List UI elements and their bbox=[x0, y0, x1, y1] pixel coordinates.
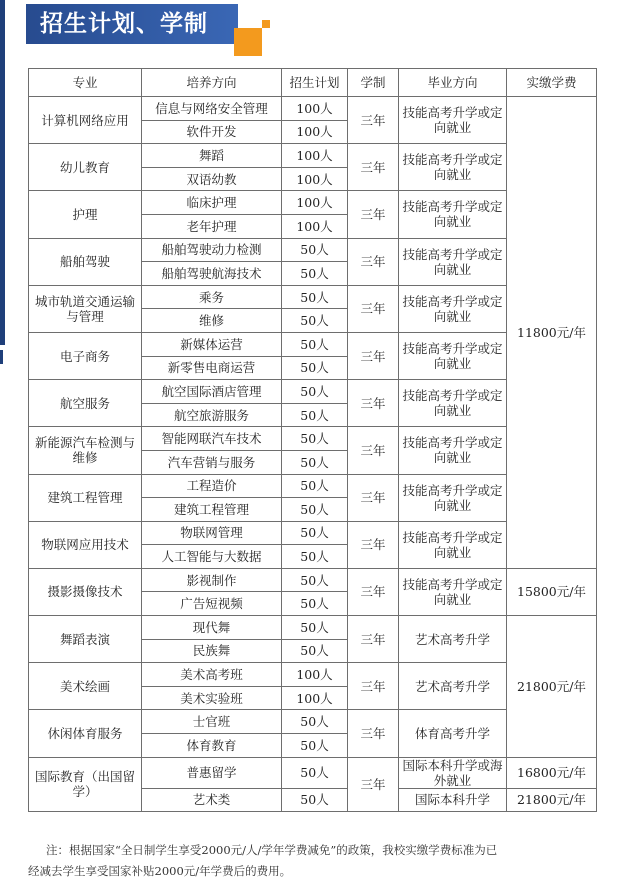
direction-cell: 普惠留学 bbox=[142, 757, 282, 788]
major-name: 新能源汽车检测与维修 bbox=[29, 427, 142, 474]
duration-cell: 三年 bbox=[348, 568, 399, 615]
career-cell: 体育高考升学 bbox=[399, 710, 507, 757]
orange-square-small-decoration bbox=[262, 20, 270, 28]
table-row bbox=[29, 97, 597, 121]
plan-cell: 50人 bbox=[282, 616, 348, 640]
plan-cell: 50人 bbox=[282, 403, 348, 427]
direction-cell: 临床护理 bbox=[142, 191, 282, 215]
major-name: 美术绘画 bbox=[29, 663, 142, 710]
table-row bbox=[29, 568, 597, 592]
header-duration: 学制 bbox=[348, 69, 399, 97]
direction-cell: 舞蹈 bbox=[142, 144, 282, 168]
direction-cell: 人工智能与大数据 bbox=[142, 545, 282, 569]
direction-cell: 广告短视频 bbox=[142, 592, 282, 616]
major-name: 物联网应用技术 bbox=[29, 521, 142, 568]
major-name: 舞蹈表演 bbox=[29, 616, 142, 663]
plan-cell: 50人 bbox=[282, 474, 348, 498]
duration-cell: 三年 bbox=[348, 427, 399, 474]
plan-cell: 50人 bbox=[282, 568, 348, 592]
direction-cell: 建筑工程管理 bbox=[142, 498, 282, 522]
major-name: 休闲体育服务 bbox=[29, 710, 142, 757]
plan-cell: 50人 bbox=[282, 734, 348, 758]
fee-cell: 15800元/年 bbox=[507, 568, 597, 615]
table-row bbox=[29, 757, 597, 788]
duration-cell: 三年 bbox=[348, 238, 399, 285]
plan-cell: 100人 bbox=[282, 191, 348, 215]
direction-cell: 现代舞 bbox=[142, 616, 282, 640]
direction-cell: 双语幼教 bbox=[142, 167, 282, 191]
duration-cell: 三年 bbox=[348, 285, 399, 332]
direction-cell: 汽车营销与服务 bbox=[142, 450, 282, 474]
plan-cell: 100人 bbox=[282, 144, 348, 168]
footnote bbox=[28, 840, 598, 882]
direction-cell: 维修 bbox=[142, 309, 282, 333]
duration-cell: 三年 bbox=[348, 521, 399, 568]
footnote-line-1: 注：根据国家“全日制学生享受2000元/人/学年学费减免”的政策，我校实缴学费标准为已 bbox=[46, 843, 498, 857]
major-name: 护理 bbox=[29, 191, 142, 238]
duration-cell: 三年 bbox=[348, 663, 399, 710]
major-name: 城市轨道交通运输与管理 bbox=[29, 285, 142, 332]
career-cell: 艺术高考升学 bbox=[399, 663, 507, 710]
direction-cell: 航空国际酒店管理 bbox=[142, 380, 282, 404]
major-name: 计算机网络应用 bbox=[29, 97, 142, 144]
plan-cell: 50人 bbox=[282, 285, 348, 309]
fee-cell: 11800元/年 bbox=[507, 97, 597, 569]
header-fee: 实缴学费 bbox=[507, 69, 597, 97]
plan-cell: 50人 bbox=[282, 332, 348, 356]
direction-cell: 体育教育 bbox=[142, 734, 282, 758]
direction-cell: 新零售电商运营 bbox=[142, 356, 282, 380]
plan-cell: 50人 bbox=[282, 545, 348, 569]
career-cell: 技能高考升学或定向就业 bbox=[399, 380, 507, 427]
table-header-row bbox=[29, 69, 597, 97]
plan-cell: 50人 bbox=[282, 521, 348, 545]
plan-cell: 50人 bbox=[282, 427, 348, 451]
plan-cell: 100人 bbox=[282, 663, 348, 687]
career-cell: 技能高考升学或定向就业 bbox=[399, 332, 507, 379]
career-cell: 技能高考升学或定向就业 bbox=[399, 144, 507, 191]
direction-cell: 工程造价 bbox=[142, 474, 282, 498]
career-cell: 技能高考升学或定向就业 bbox=[399, 427, 507, 474]
direction-cell: 乘务 bbox=[142, 285, 282, 309]
duration-cell: 三年 bbox=[348, 616, 399, 663]
duration-cell: 三年 bbox=[348, 144, 399, 191]
duration-cell: 三年 bbox=[348, 710, 399, 757]
plan-cell: 50人 bbox=[282, 356, 348, 380]
major-name: 船舶驾驶 bbox=[29, 238, 142, 285]
duration-cell: 三年 bbox=[348, 474, 399, 521]
major-name: 摄影摄像技术 bbox=[29, 568, 142, 615]
direction-cell: 士官班 bbox=[142, 710, 282, 734]
major-name: 建筑工程管理 bbox=[29, 474, 142, 521]
plan-cell: 50人 bbox=[282, 309, 348, 333]
duration-cell: 三年 bbox=[348, 757, 399, 812]
header-career: 毕业方向 bbox=[399, 69, 507, 97]
plan-cell: 50人 bbox=[282, 380, 348, 404]
plan-cell: 50人 bbox=[282, 498, 348, 522]
career-cell: 技能高考升学或定向就业 bbox=[399, 568, 507, 615]
fee-cell: 21800元/年 bbox=[507, 788, 597, 812]
career-cell: 技能高考升学或定向就业 bbox=[399, 474, 507, 521]
direction-cell: 美术高考班 bbox=[142, 663, 282, 687]
plan-cell: 50人 bbox=[282, 450, 348, 474]
left-accent-mark bbox=[0, 350, 3, 364]
plan-cell: 100人 bbox=[282, 167, 348, 191]
duration-cell: 三年 bbox=[348, 97, 399, 144]
fee-cell: 16800元/年 bbox=[507, 757, 597, 788]
plan-cell: 50人 bbox=[282, 262, 348, 286]
fee-cell: 21800元/年 bbox=[507, 616, 597, 758]
plan-cell: 50人 bbox=[282, 592, 348, 616]
orange-square-decoration bbox=[234, 28, 262, 56]
left-accent-bar bbox=[0, 0, 5, 345]
career-cell: 艺术高考升学 bbox=[399, 616, 507, 663]
career-cell: 技能高考升学或定向就业 bbox=[399, 97, 507, 144]
direction-cell: 航空旅游服务 bbox=[142, 403, 282, 427]
enrollment-table bbox=[28, 68, 597, 812]
plan-cell: 100人 bbox=[282, 686, 348, 710]
direction-cell: 美术实验班 bbox=[142, 686, 282, 710]
direction-cell: 船舶驾驶动力检测 bbox=[142, 238, 282, 262]
plan-cell: 100人 bbox=[282, 97, 348, 121]
plan-cell: 50人 bbox=[282, 238, 348, 262]
direction-cell: 民族舞 bbox=[142, 639, 282, 663]
career-cell: 国际本科升学 bbox=[399, 788, 507, 812]
major-name: 电子商务 bbox=[29, 332, 142, 379]
duration-cell: 三年 bbox=[348, 380, 399, 427]
plan-cell: 50人 bbox=[282, 639, 348, 663]
duration-cell: 三年 bbox=[348, 191, 399, 238]
direction-cell: 物联网管理 bbox=[142, 521, 282, 545]
header-major: 专业 bbox=[29, 69, 142, 97]
career-cell: 技能高考升学或定向就业 bbox=[399, 521, 507, 568]
direction-cell: 影视制作 bbox=[142, 568, 282, 592]
plan-cell: 50人 bbox=[282, 788, 348, 812]
career-cell: 技能高考升学或定向就业 bbox=[399, 285, 507, 332]
section-title: 招生计划、学制 bbox=[26, 4, 238, 44]
direction-cell: 艺术类 bbox=[142, 788, 282, 812]
header-direction: 培养方向 bbox=[142, 69, 282, 97]
career-cell: 技能高考升学或定向就业 bbox=[399, 238, 507, 285]
career-cell: 技能高考升学或定向就业 bbox=[399, 191, 507, 238]
footnote-line-2: 经减去学生享受国家补贴2000元/年学费后的费用。 bbox=[28, 864, 292, 878]
major-name: 幼儿教育 bbox=[29, 144, 142, 191]
major-name: 航空服务 bbox=[29, 380, 142, 427]
direction-cell: 老年护理 bbox=[142, 214, 282, 238]
direction-cell: 软件开发 bbox=[142, 120, 282, 144]
direction-cell: 智能网联汽车技术 bbox=[142, 427, 282, 451]
major-name: 国际教育（出国留学） bbox=[29, 757, 142, 812]
direction-cell: 船舶驾驶航海技术 bbox=[142, 262, 282, 286]
direction-cell: 新媒体运营 bbox=[142, 332, 282, 356]
plan-cell: 100人 bbox=[282, 214, 348, 238]
direction-cell: 信息与网络安全管理 bbox=[142, 97, 282, 121]
duration-cell: 三年 bbox=[348, 332, 399, 379]
career-cell: 国际本科升学或海外就业 bbox=[399, 757, 507, 788]
plan-cell: 50人 bbox=[282, 757, 348, 788]
plan-cell: 100人 bbox=[282, 120, 348, 144]
header-plan: 招生计划 bbox=[282, 69, 348, 97]
plan-cell: 50人 bbox=[282, 710, 348, 734]
table-row bbox=[29, 616, 597, 640]
